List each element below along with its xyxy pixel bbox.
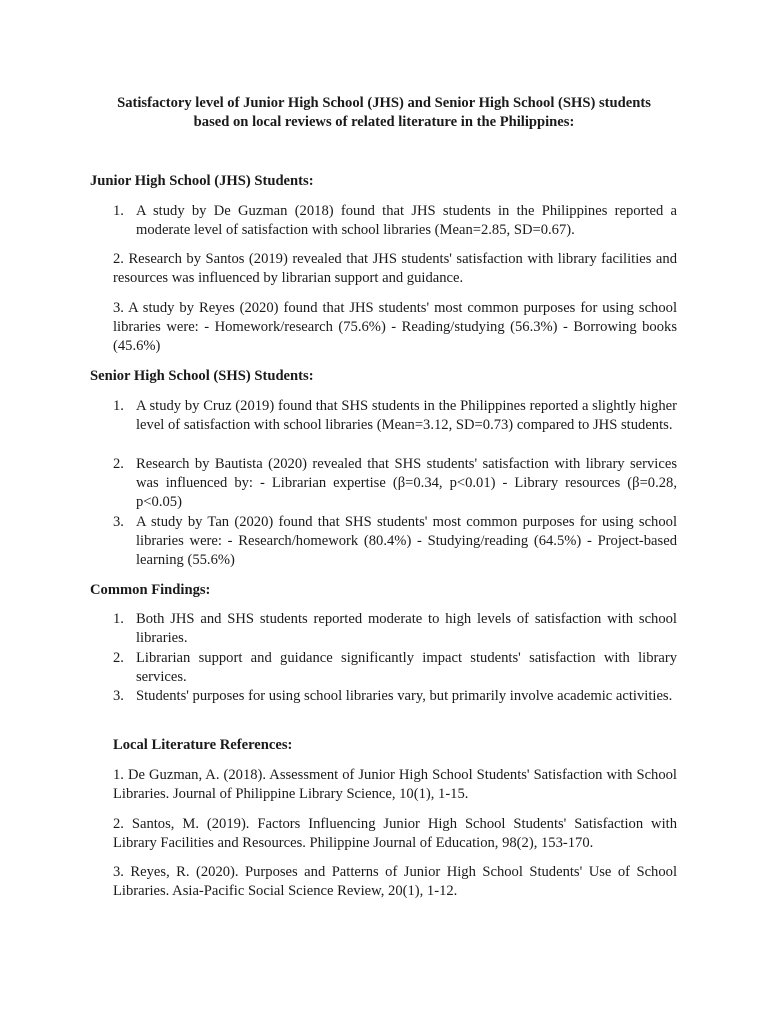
- list-number: 1.: [113, 203, 124, 219]
- list-number: 1.: [113, 398, 124, 414]
- list-text: A study by Cruz (2019) found that SHS students in the Philippines reported a slightly higher level of satisfaction with school libraries (Mean=3.12, SD=0.73) compared to JHS students.: [136, 398, 677, 433]
- list-text: Both JHS and SHS students reported moderate to high levels of satisfaction with school libraries.: [136, 611, 677, 646]
- list-number: 2.: [113, 456, 124, 472]
- references-heading: Local Literature References:: [113, 737, 293, 753]
- list-text: Research by Bautista (2020) revealed that SHS students' satisfaction with library services was influenced by: - Librarian expertise (β=0.34, p<0.01) - Library resources (β=0.28, p<0.05): [136, 456, 677, 510]
- list-number: 3.: [113, 688, 124, 704]
- document-title: [90, 94, 678, 132]
- title-line-2: based on local reviews of related literature in the Philippines:: [193, 114, 575, 130]
- list-text: A study by De Guzman (2018) found that JHS students in the Philippines reported a moderate level of satisfaction with school libraries (Mean=2.85, SD=0.67).: [136, 203, 677, 238]
- jhs-paragraph-3: 3. A study by Reyes (2020) found that JHS students' most common purposes for using school libraries were: - Homework/research (75.6%) - Reading/studying (56.3%) - Borrowing books (45.6%): [113, 300, 677, 354]
- reference-item-2: 2. Santos, M. (2019). Factors Influencing Junior High School Students' Satisfaction with Library Facilities and Resources. Philippine Journal of Education, 98(2), 153-170.: [113, 816, 677, 851]
- shs-heading: Senior High School (SHS) Students:: [90, 368, 314, 384]
- list-text: A study by Tan (2020) found that SHS students' most common purposes for using school libraries were: - Research/homework (80.4%) - Studying/reading (64.5%) - Project-based learning (55.6%): [136, 514, 677, 568]
- list-number: 1.: [113, 611, 124, 627]
- jhs-paragraph-2: 2. Research by Santos (2019) revealed that JHS students' satisfaction with library facilities and resources was influenced by librarian support and guidance.: [113, 251, 677, 286]
- common-findings-heading: Common Findings:: [90, 582, 211, 598]
- list-text: Students' purposes for using school libraries vary, but primarily involve academic activities.: [136, 688, 673, 704]
- list-number: 3.: [113, 514, 124, 530]
- list-text: Librarian support and guidance significantly impact students' satisfaction with library services.: [136, 650, 677, 685]
- reference-item-3: 3. Reyes, R. (2020). Purposes and Patterns of Junior High School Students' Use of School Libraries. Asia-Pacific Social Science Review, 20(1), 1-12.: [113, 864, 677, 899]
- title-line-1: Satisfactory level of Junior High School (JHS) and Senior High School (SHS) students: [117, 95, 651, 111]
- reference-item-1: 1. De Guzman, A. (2018). Assessment of Junior High School Students' Satisfaction with School Libraries. Journal of Philippine Library Science, 10(1), 1-15.: [113, 767, 677, 802]
- jhs-heading: Junior High School (JHS) Students:: [90, 173, 314, 189]
- list-number: 2.: [113, 650, 124, 666]
